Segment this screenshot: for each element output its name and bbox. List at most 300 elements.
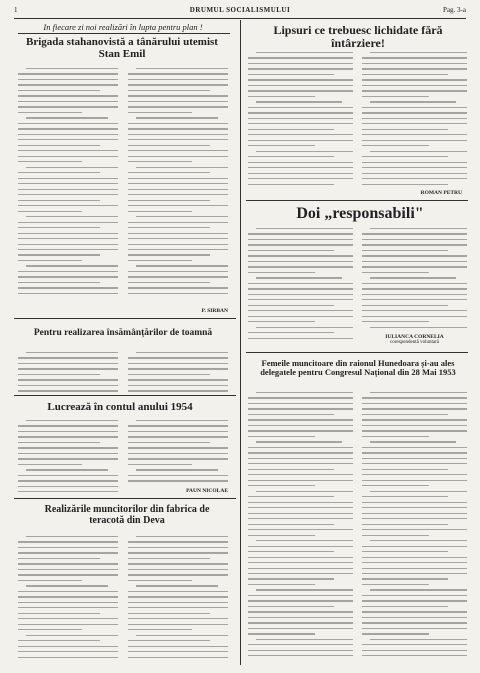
text-line xyxy=(128,624,228,625)
text-line xyxy=(362,622,467,623)
text-line xyxy=(362,167,467,168)
text-line xyxy=(256,491,353,492)
text-line xyxy=(128,276,228,277)
text-line xyxy=(248,595,353,596)
text-line xyxy=(248,458,353,459)
article-text-column xyxy=(128,352,228,396)
text-line xyxy=(248,617,353,618)
text-line xyxy=(256,277,342,278)
text-line xyxy=(248,518,353,519)
section-divider xyxy=(246,352,468,353)
text-line xyxy=(248,310,353,311)
text-line xyxy=(362,184,448,185)
text-line xyxy=(362,655,467,656)
text-line xyxy=(248,316,353,317)
text-line xyxy=(18,189,118,190)
text-line xyxy=(248,606,334,607)
text-line xyxy=(128,101,228,102)
text-line xyxy=(362,310,467,311)
text-line xyxy=(248,568,353,569)
text-line xyxy=(248,288,353,289)
text-line xyxy=(128,357,228,358)
text-line xyxy=(128,123,228,124)
article-text-column xyxy=(128,420,228,486)
text-line xyxy=(128,447,228,448)
text-line xyxy=(128,271,228,272)
text-line xyxy=(248,57,353,58)
text-line xyxy=(362,68,467,69)
text-line xyxy=(128,244,228,245)
text-line xyxy=(362,485,429,486)
text-line xyxy=(18,172,100,173)
signature-lucreaza: PAUN NICOLAE xyxy=(186,488,228,494)
text-line xyxy=(18,90,100,91)
text-line xyxy=(362,425,467,426)
text-line xyxy=(362,266,467,267)
text-line xyxy=(362,573,467,574)
text-line xyxy=(18,244,118,245)
article-text-column xyxy=(362,52,467,189)
text-line xyxy=(128,563,228,564)
text-line xyxy=(128,574,228,575)
text-line xyxy=(362,546,467,547)
signature-lipsuri: ROMAN PETRU xyxy=(420,190,462,196)
text-line xyxy=(370,52,467,53)
text-line xyxy=(248,85,353,86)
text-line xyxy=(128,657,228,658)
text-line xyxy=(248,628,353,629)
text-line xyxy=(248,283,353,284)
text-line xyxy=(362,79,467,80)
text-line xyxy=(26,352,118,353)
text-line xyxy=(248,535,315,536)
text-line xyxy=(362,288,467,289)
text-line xyxy=(362,244,467,245)
text-line xyxy=(362,239,467,240)
text-line xyxy=(248,557,353,558)
text-line xyxy=(370,589,467,590)
text-line xyxy=(128,238,228,239)
text-line xyxy=(136,265,228,266)
text-line xyxy=(128,618,228,619)
text-line xyxy=(362,233,467,234)
text-line xyxy=(128,249,228,250)
text-line xyxy=(18,651,118,652)
text-line xyxy=(128,233,228,234)
text-line xyxy=(362,600,467,601)
text-line xyxy=(128,84,228,85)
text-line xyxy=(128,425,228,426)
text-line xyxy=(256,151,353,152)
headline-femeile: Femeile muncitoare din raionul Hunedoara și-au ales delegatele pentru Congresul Național din 28 Mai 1953 xyxy=(260,358,456,377)
text-line xyxy=(128,385,228,386)
text-line xyxy=(128,629,192,630)
divider xyxy=(18,33,230,34)
text-line xyxy=(362,134,467,135)
text-line xyxy=(362,107,467,108)
text-line xyxy=(248,173,353,174)
text-line xyxy=(18,629,82,630)
text-line xyxy=(18,211,82,212)
text-line xyxy=(18,574,118,575)
text-line xyxy=(362,316,467,317)
text-line xyxy=(362,112,467,113)
text-line xyxy=(18,453,118,454)
text-line xyxy=(26,167,118,168)
signature-doi-name: IULIANCA CORNELIA xyxy=(385,334,444,340)
text-line xyxy=(248,140,353,141)
text-line xyxy=(18,385,118,386)
text-line xyxy=(362,474,467,475)
article-text-column xyxy=(18,352,118,396)
text-line xyxy=(362,535,429,536)
text-line xyxy=(256,392,353,393)
text-line xyxy=(18,618,118,619)
text-line xyxy=(26,216,118,217)
text-line xyxy=(248,496,334,497)
text-line xyxy=(248,584,315,585)
text-line xyxy=(18,541,118,542)
article-text-column xyxy=(248,392,353,661)
text-line xyxy=(128,475,228,476)
text-line xyxy=(362,90,467,91)
text-line xyxy=(362,261,467,262)
text-line xyxy=(362,96,429,97)
text-line xyxy=(362,584,429,585)
page-header xyxy=(14,6,466,19)
text-line xyxy=(362,524,448,525)
text-line xyxy=(18,222,118,223)
text-line xyxy=(128,178,228,179)
text-line xyxy=(128,161,192,162)
text-line xyxy=(362,480,467,481)
text-line xyxy=(18,464,82,465)
text-line xyxy=(248,622,353,623)
text-line xyxy=(128,453,228,454)
text-line xyxy=(128,282,210,283)
text-line xyxy=(362,123,467,124)
text-line xyxy=(26,585,108,586)
text-line xyxy=(18,249,118,250)
text-line xyxy=(256,589,353,590)
text-line xyxy=(248,650,353,651)
text-line xyxy=(248,63,353,64)
text-line xyxy=(362,173,467,174)
text-line xyxy=(128,640,210,641)
text-line xyxy=(370,277,456,278)
text-line xyxy=(18,607,118,608)
text-line xyxy=(248,502,353,503)
text-line xyxy=(128,458,228,459)
text-line xyxy=(18,558,100,559)
text-line xyxy=(248,474,353,475)
text-line xyxy=(248,403,353,404)
text-line xyxy=(370,392,467,393)
text-line xyxy=(18,602,118,603)
text-line xyxy=(248,430,353,431)
text-line xyxy=(18,368,118,369)
text-line xyxy=(128,205,228,206)
text-line xyxy=(18,569,118,570)
text-line xyxy=(18,123,118,124)
text-line xyxy=(136,117,218,118)
text-line xyxy=(128,613,210,614)
text-line xyxy=(248,485,315,486)
text-line xyxy=(18,73,118,74)
text-line xyxy=(362,496,448,497)
text-line xyxy=(362,299,467,300)
article-text-column xyxy=(128,536,228,662)
article-text-column xyxy=(128,68,228,298)
text-line xyxy=(26,469,108,470)
section-divider xyxy=(14,318,236,319)
text-line xyxy=(362,628,467,629)
text-line xyxy=(18,486,118,487)
text-line xyxy=(128,79,228,80)
text-line xyxy=(370,491,467,492)
text-line xyxy=(18,442,100,443)
text-line xyxy=(128,293,228,294)
text-line xyxy=(128,183,228,184)
section-divider xyxy=(246,200,468,201)
text-line xyxy=(248,513,353,514)
text-line xyxy=(136,585,218,586)
text-line xyxy=(18,646,118,647)
text-line xyxy=(18,491,118,492)
article-text-column xyxy=(362,392,467,661)
text-line xyxy=(248,524,334,525)
text-line xyxy=(18,233,118,234)
text-line xyxy=(18,425,118,426)
text-line xyxy=(248,134,353,135)
text-line xyxy=(128,211,192,212)
text-line xyxy=(362,156,448,157)
text-line xyxy=(248,68,353,69)
masthead: DRUMUL SOCIALISMULUI xyxy=(189,6,291,14)
text-line xyxy=(128,368,228,369)
text-line xyxy=(362,529,467,530)
text-line xyxy=(128,189,228,190)
signature-doi-role: corespondentă voluntară xyxy=(389,340,439,345)
text-line xyxy=(362,250,448,251)
text-line xyxy=(136,167,228,168)
text-line xyxy=(248,321,315,322)
text-line xyxy=(248,332,334,333)
text-line xyxy=(248,633,315,634)
text-line xyxy=(18,374,100,375)
text-line xyxy=(248,294,353,295)
text-line xyxy=(248,107,353,108)
text-line xyxy=(128,547,228,548)
text-line xyxy=(18,227,100,228)
text-line xyxy=(128,106,228,107)
text-line xyxy=(136,536,228,537)
text-line xyxy=(248,90,353,91)
text-line xyxy=(370,639,467,640)
text-line xyxy=(18,205,118,206)
text-line xyxy=(248,425,353,426)
text-line xyxy=(362,63,467,64)
text-line xyxy=(248,178,353,179)
text-line xyxy=(128,464,192,465)
text-line xyxy=(18,276,118,277)
text-line xyxy=(256,441,342,442)
text-line xyxy=(248,408,353,409)
text-line xyxy=(128,390,228,391)
text-line xyxy=(248,436,315,437)
text-line xyxy=(362,513,467,514)
headline-lipsuri: Lipsuri ce trebuesc lichidate fără întârziere! xyxy=(273,23,443,50)
headline-insamantari: Pentru realizarea însămânțărilor de toamnă xyxy=(33,328,213,338)
text-line xyxy=(362,140,467,141)
text-line xyxy=(248,573,353,574)
text-line xyxy=(248,551,334,552)
text-line xyxy=(362,617,467,618)
text-line xyxy=(18,293,118,294)
text-line xyxy=(18,431,118,432)
text-line xyxy=(18,624,118,625)
text-line xyxy=(248,129,334,130)
text-line xyxy=(128,602,228,603)
text-line xyxy=(248,272,315,273)
text-line xyxy=(362,447,467,448)
text-line xyxy=(256,228,353,229)
text-line xyxy=(362,578,448,579)
text-line xyxy=(248,305,334,306)
text-line xyxy=(362,403,467,404)
text-line xyxy=(18,260,82,261)
text-line xyxy=(128,596,228,597)
text-line xyxy=(136,420,228,421)
text-line xyxy=(362,518,467,519)
text-line xyxy=(248,562,353,563)
text-line xyxy=(128,112,192,113)
text-line xyxy=(18,552,118,553)
text-line xyxy=(136,352,228,353)
article-text-column xyxy=(362,228,467,332)
text-line xyxy=(18,178,118,179)
text-line xyxy=(18,458,118,459)
text-line xyxy=(362,551,448,552)
text-line xyxy=(362,272,429,273)
article-text-column xyxy=(18,68,118,298)
text-line xyxy=(136,68,228,69)
text-line xyxy=(128,552,228,553)
signature-brigada: P. SIRBAN xyxy=(201,308,228,314)
text-line xyxy=(248,507,353,508)
article-text-column xyxy=(18,536,118,662)
text-line xyxy=(128,172,210,173)
text-line xyxy=(248,79,353,80)
text-line xyxy=(248,250,334,251)
text-line xyxy=(18,563,118,564)
text-line xyxy=(362,458,467,459)
text-line xyxy=(256,639,353,640)
text-line xyxy=(370,151,467,152)
text-line xyxy=(362,463,467,464)
text-line xyxy=(136,635,228,636)
text-line xyxy=(362,408,467,409)
text-line xyxy=(128,569,228,570)
text-line xyxy=(128,95,228,96)
text-line xyxy=(256,52,353,53)
text-line xyxy=(362,57,467,58)
text-line xyxy=(128,90,210,91)
text-line xyxy=(248,469,334,470)
text-line xyxy=(128,541,228,542)
text-line xyxy=(128,379,228,380)
text-line xyxy=(248,463,353,464)
text-line xyxy=(362,118,467,119)
text-line xyxy=(18,194,118,195)
text-line xyxy=(248,447,353,448)
signature-doi xyxy=(362,334,467,345)
text-line xyxy=(18,128,118,129)
text-line xyxy=(248,145,315,146)
text-line xyxy=(248,414,334,415)
text-line xyxy=(362,452,467,453)
text-line xyxy=(18,436,118,437)
text-line xyxy=(18,379,118,380)
text-line xyxy=(362,397,467,398)
text-line xyxy=(362,502,467,503)
text-line xyxy=(248,96,315,97)
text-line xyxy=(18,596,118,597)
kicker-headline: In fiecare zi noi realizări în lupta pentru plan ! xyxy=(43,22,203,32)
text-line xyxy=(248,162,353,163)
text-line xyxy=(370,441,456,442)
text-line xyxy=(248,600,353,601)
text-line xyxy=(362,436,429,437)
text-line xyxy=(362,419,467,420)
text-line xyxy=(18,156,118,157)
text-line xyxy=(248,184,334,185)
text-line xyxy=(26,117,108,118)
text-line xyxy=(128,145,210,146)
text-line xyxy=(18,591,118,592)
text-line xyxy=(248,167,353,168)
text-line xyxy=(18,134,118,135)
text-line xyxy=(248,299,353,300)
text-line xyxy=(370,540,467,541)
text-line xyxy=(128,128,228,129)
article-text-column xyxy=(248,228,353,343)
text-line xyxy=(128,363,228,364)
text-line xyxy=(18,254,100,255)
headline-lucreaza: Lucrează în contul anului 1954 xyxy=(47,401,193,413)
text-line xyxy=(128,374,210,375)
text-line xyxy=(128,580,192,581)
text-line xyxy=(248,74,334,75)
text-line xyxy=(248,578,334,579)
text-line xyxy=(18,139,118,140)
text-line xyxy=(128,607,228,608)
text-line xyxy=(362,85,467,86)
text-line xyxy=(128,651,228,652)
text-line xyxy=(362,255,467,256)
text-line xyxy=(26,536,118,537)
text-line xyxy=(362,507,467,508)
text-line xyxy=(248,118,353,119)
text-line xyxy=(370,228,467,229)
text-line xyxy=(256,327,353,328)
text-line xyxy=(18,161,82,162)
text-line xyxy=(248,123,353,124)
text-line xyxy=(18,447,118,448)
text-line xyxy=(18,287,118,288)
text-line xyxy=(248,452,353,453)
text-line xyxy=(18,475,118,476)
